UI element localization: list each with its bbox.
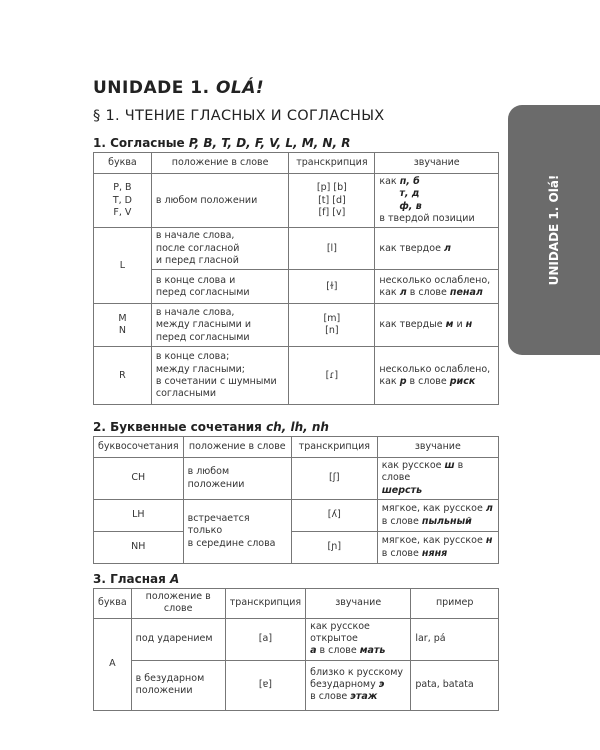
sound-text: в слове [381, 515, 419, 527]
sound-text: в слове [319, 645, 357, 657]
sound-text: как [379, 176, 397, 187]
position-line: в конце слова и [155, 274, 236, 286]
sound-letters-fv: ф, в [399, 200, 422, 212]
unit-title-prefix: UNIDADE 1. [93, 78, 210, 98]
sound-text: несколько ослаблено, [379, 274, 491, 286]
position-cell [151, 304, 289, 347]
header-sound: звучание [306, 589, 411, 619]
trans-td: [t] [d] [318, 194, 346, 206]
letter-m: M [118, 313, 127, 325]
sound-text: несколько ослаблено, [379, 363, 491, 375]
t3-heading-prefix: 3. Гласная [93, 572, 171, 586]
position-line: в безударном [135, 672, 205, 684]
table-header-row [94, 589, 499, 619]
table-row [94, 347, 499, 405]
digraph-cell: LH [94, 500, 184, 532]
position-cell [131, 660, 225, 710]
position-line: в середине слова [187, 537, 276, 549]
sound-cell [375, 347, 499, 405]
position-cell [151, 228, 289, 270]
t2-heading-letters: ch, lh, nh [266, 420, 329, 434]
transcription-cell: [ɾ] [289, 347, 375, 405]
trans-pb: [p] [b] [316, 182, 347, 194]
example-cell: pata, batata [411, 660, 499, 710]
table-row [94, 618, 499, 660]
table-row [94, 270, 499, 304]
sound-text: в слове [310, 691, 348, 703]
table-row [94, 500, 499, 532]
vowel-a-table [93, 588, 499, 711]
digraph-cell: CH [94, 458, 184, 500]
sound-cell [306, 618, 411, 660]
header-sound: звучание [377, 437, 498, 458]
position-line: встречается только [187, 513, 250, 537]
sound-letter: м [445, 319, 454, 331]
example-cell: lar, pá [411, 618, 499, 660]
unit-title-italic: OLÁ! [215, 78, 265, 98]
table-header-row [94, 437, 499, 458]
table-header-row [94, 153, 499, 174]
sound-text: в твердой позиции [379, 213, 475, 225]
sound-cell [375, 270, 499, 304]
sound-cell [375, 304, 499, 347]
t1-heading-prefix: 1. Согласные [93, 136, 189, 150]
header-letter: буква [94, 153, 152, 174]
sound-word: пыльный [421, 515, 472, 527]
transcription-cell: [ʃ] [291, 458, 377, 500]
table-row [94, 660, 499, 710]
position-line: в начале слова, [155, 230, 235, 242]
sound-text: как русское [381, 460, 442, 471]
position-line: положении [135, 685, 193, 697]
consonants-table [93, 152, 499, 405]
sound-cell [375, 228, 499, 270]
position-line: в сочетании с шумными [155, 375, 277, 387]
sound-text: как русское открытое [310, 620, 370, 645]
sound-letter: л [399, 286, 407, 298]
t3-heading-letter: A [170, 572, 180, 586]
sound-text: как твердые [379, 319, 443, 331]
t2-heading-prefix: 2. Буквенные сочетания [93, 420, 267, 434]
sound-letter: а [310, 645, 317, 657]
sound-text: мягкое, как русское [381, 535, 483, 547]
position-line: в начале слова, [155, 306, 235, 318]
position-line: после согласной [155, 242, 240, 254]
header-digraph: буквосочетания [94, 437, 184, 458]
letter-fv: F, V [113, 206, 132, 218]
sound-text: мягкое, как русское [381, 503, 483, 515]
letter-cell: A [94, 618, 132, 710]
sound-text: как [379, 375, 397, 387]
header-letter: буква [94, 589, 132, 619]
header-transcription: транскрипция [289, 153, 375, 174]
table-row [94, 532, 499, 564]
sound-text: в слове [381, 547, 419, 559]
position-cell: под ударением [131, 618, 225, 660]
transcription-cell [289, 304, 375, 347]
side-tab-label: UNIDADE 1. Olá! [547, 174, 561, 286]
trans-fv: [f] [v] [318, 206, 346, 218]
position-line: согласными [155, 388, 217, 400]
sound-cell [377, 458, 498, 500]
sound-text: и [456, 319, 463, 331]
sound-word: мать [359, 645, 386, 657]
sound-letters-td: т, д [399, 188, 420, 200]
letter-cell: L [94, 228, 152, 304]
sound-word: шерсть [381, 484, 423, 496]
sound-cell [377, 532, 498, 564]
t1-heading [93, 136, 350, 150]
trans-m: [m] [323, 313, 341, 325]
position-line: между гласными; [155, 363, 246, 375]
t2-heading [93, 420, 329, 434]
transcription-cell: [ɲ] [291, 532, 377, 564]
sound-word: пенал [449, 286, 483, 298]
sound-cell [375, 174, 499, 228]
transcription-cell: [l] [289, 228, 375, 270]
sound-letter: р [399, 375, 407, 387]
sound-letter: л [443, 242, 451, 254]
header-position: положение в слове [131, 589, 225, 619]
table-row [94, 458, 499, 500]
position-cell [151, 270, 289, 304]
position-line: в конце слова; [155, 351, 230, 363]
sound-text: безударному [310, 679, 376, 691]
sound-letter: н [465, 319, 473, 331]
position-line: и перед гласной [155, 255, 239, 267]
letter-cell: R [94, 347, 152, 405]
sound-letter: н [485, 535, 493, 547]
t3-heading [93, 572, 179, 586]
sound-letter: э [378, 679, 385, 691]
table-row [94, 228, 499, 270]
table-row [94, 304, 499, 347]
transcription-cell: [a] [225, 618, 305, 660]
letter-cell [94, 304, 152, 347]
sound-word: няня [421, 547, 448, 559]
section-title: § 1. ЧТЕНИЕ ГЛАСНЫХ И СОГЛАСНЫХ [93, 108, 385, 124]
table-row [94, 174, 499, 228]
sound-cell [306, 660, 411, 710]
trans-n: [n] [325, 325, 339, 337]
position-line: перед согласными [155, 331, 250, 343]
sound-text: как твердое [379, 242, 441, 254]
header-example: пример [411, 589, 499, 619]
transcription-cell: [ʎ] [291, 500, 377, 532]
position-cell: в любом положении [151, 174, 289, 228]
sound-word: риск [449, 375, 476, 387]
t1-heading-letters: P, B, T, D, F, V, L, M, N, R [188, 136, 351, 150]
digraph-cell: NH [94, 532, 184, 564]
letter-td: T, D [112, 194, 133, 206]
digraphs-table [93, 436, 499, 564]
position-cell: в любом положении [183, 458, 291, 500]
sound-cell [377, 500, 498, 532]
sound-text: как [379, 286, 397, 298]
side-tab [508, 105, 600, 355]
unit-title [93, 78, 264, 98]
sound-text: в слове [409, 375, 447, 387]
header-sound: звучание [375, 153, 499, 174]
position-cell [183, 500, 291, 564]
letter-n: N [118, 325, 126, 337]
header-transcription: транскрипция [291, 437, 377, 458]
sound-text: в слове [381, 460, 464, 484]
sound-text: в слове [409, 286, 447, 298]
sound-letter: л [485, 503, 493, 515]
position-line: между гласными и [155, 319, 251, 331]
letter-pb: P, B [113, 182, 132, 194]
header-position: положение в слове [151, 153, 289, 174]
position-cell [151, 347, 289, 405]
transcription-cell: [ɐ] [225, 660, 305, 710]
position-line: перед согласными [155, 286, 250, 298]
letter-cell [94, 174, 152, 228]
header-position: положение в слове [183, 437, 291, 458]
sound-text: близко к русскому [310, 666, 404, 678]
sound-letter: ш [444, 460, 455, 471]
sound-letters-pb: п, б [399, 176, 420, 187]
transcription-cell [289, 174, 375, 228]
header-transcription: транскрипция [225, 589, 305, 619]
sound-word: этаж [350, 691, 378, 703]
transcription-cell: [ɫ] [289, 270, 375, 304]
